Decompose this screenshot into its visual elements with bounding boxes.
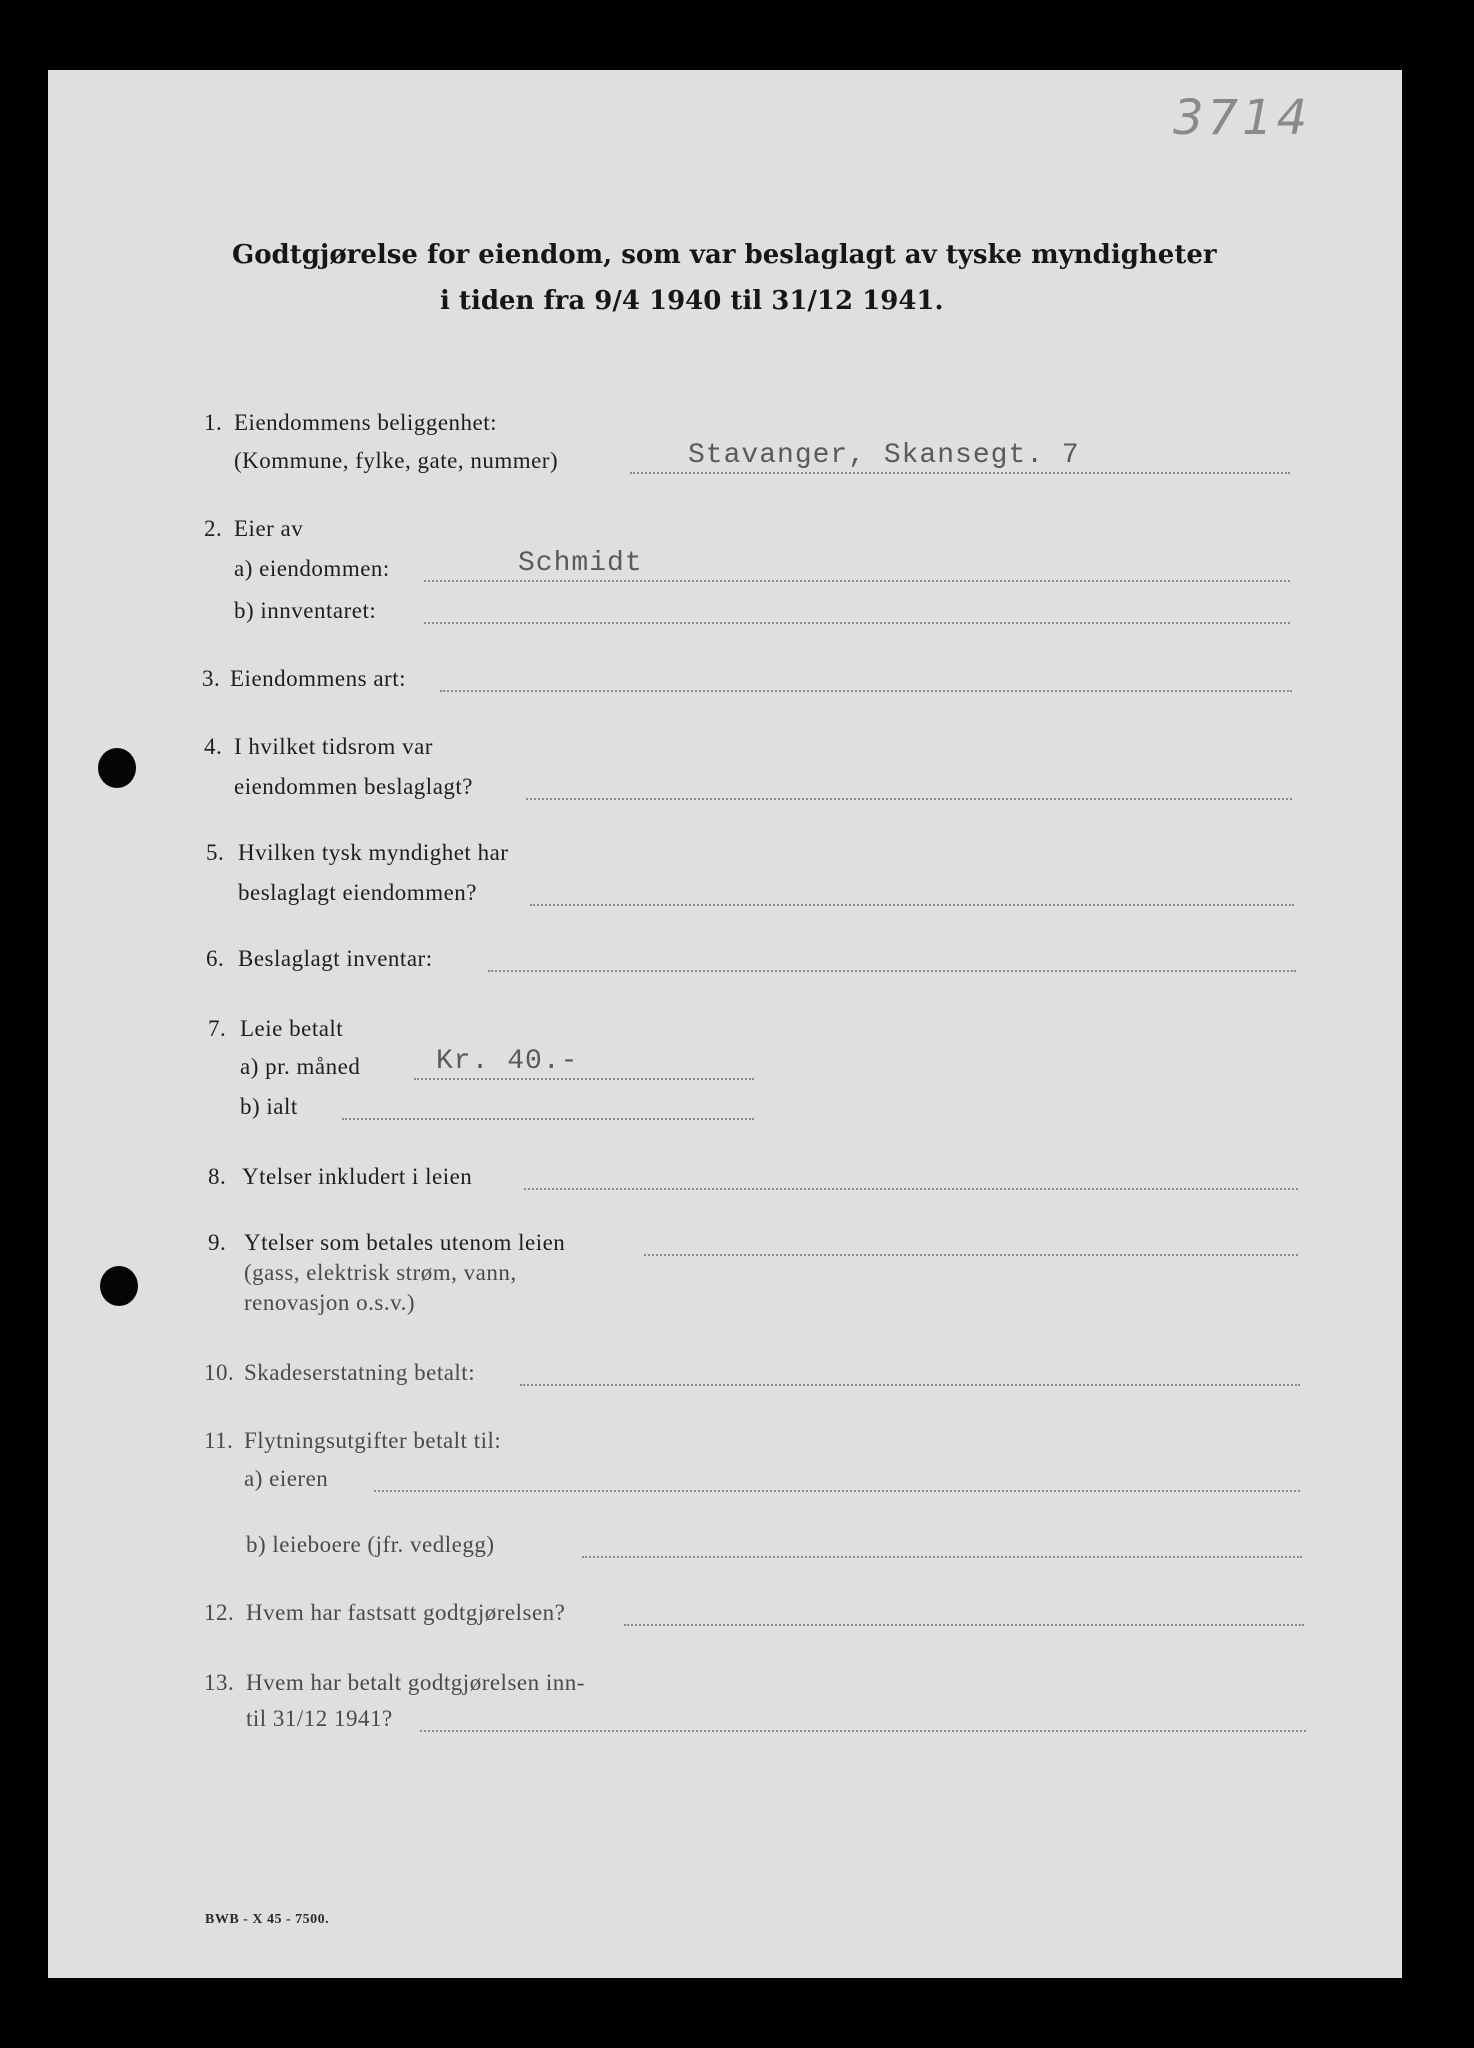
q7-number: 7.	[208, 1016, 227, 1041]
q4-number: 4.	[204, 734, 223, 759]
q13-label-line2: til 31/12 1941?	[246, 1706, 393, 1731]
q6-label: Beslaglagt inventar:	[238, 946, 433, 971]
q13-answer-line	[420, 1730, 1306, 1732]
q2a-label: a) eiendommen:	[234, 556, 390, 581]
q1-sublabel: (Kommune, fylke, gate, nummer)	[234, 448, 559, 473]
q5-label-line2: beslaglagt eiendommen?	[238, 880, 478, 905]
q1-label: Eiendommens beliggenhet:	[234, 410, 498, 435]
q1-number: 1.	[204, 410, 223, 435]
q3-number: 3.	[202, 666, 221, 691]
q7b-answer-line	[342, 1118, 754, 1120]
q12-label: Hvem har fastsatt godtgjørelsen?	[246, 1600, 566, 1625]
q3-answer-line	[440, 690, 1292, 692]
q11b-label: b) leieboere (jfr. vedlegg)	[246, 1532, 495, 1557]
q1-answer-line	[630, 472, 1290, 474]
q8-label: Ytelser inkludert i leien	[242, 1164, 473, 1189]
q13-number: 13.	[204, 1670, 235, 1695]
q5-number: 5.	[206, 840, 225, 865]
q2b-label: b) innventaret:	[234, 598, 377, 623]
q11-number: 11.	[204, 1428, 234, 1453]
document-page	[48, 70, 1402, 1978]
form-title-line2: i tiden fra 9/4 1940 til 31/12 1941.	[440, 286, 944, 316]
q7-label: Leie betalt	[240, 1016, 344, 1041]
q13-label: Hvem har betalt godtgjørelsen inn-	[246, 1670, 585, 1695]
q6-answer-line	[488, 970, 1296, 972]
q3-label: Eiendommens art:	[230, 666, 406, 691]
q2a-answer-line	[424, 580, 1290, 582]
q8-answer-line	[524, 1188, 1298, 1190]
q4-label: I hvilket tidsrom var	[234, 734, 433, 759]
binder-hole-lower	[100, 1266, 138, 1306]
q9-label: Ytelser som betales utenom leien	[244, 1230, 566, 1255]
form-title-line1: Godtgjørelse for eiendom, som var beslaglagt av tyske myndigheter	[232, 240, 1217, 270]
q9-answer-line	[644, 1254, 1298, 1256]
q2b-answer-line	[424, 622, 1290, 624]
q11a-label: a) eieren	[244, 1466, 329, 1491]
q4-answer-line	[526, 798, 1292, 800]
q7a-answer-line	[414, 1078, 754, 1080]
q10-answer-line	[520, 1384, 1300, 1386]
q5-answer-line	[530, 904, 1294, 906]
q2a-answer: Schmidt	[518, 548, 643, 579]
q9-label-line3: renovasjon o.s.v.)	[244, 1290, 416, 1315]
q4-label-line2: eiendommen beslaglagt?	[234, 774, 474, 799]
q12-number: 12.	[204, 1600, 235, 1625]
q5-label: Hvilken tysk myndighet har	[238, 840, 509, 865]
q10-label: Skadeserstatning betalt:	[244, 1360, 476, 1385]
q9-label-line2: (gass, elektrisk strøm, vann,	[244, 1260, 517, 1285]
q7a-answer: Kr. 40.-	[436, 1046, 579, 1077]
q9-number: 9.	[208, 1230, 227, 1255]
archive-number: 3714	[1173, 90, 1312, 146]
q11a-answer-line	[374, 1490, 1300, 1492]
printer-code: BWB - X 45 - 7500.	[205, 1912, 330, 1927]
q2-label: Eier av	[234, 516, 304, 541]
q1-answer: Stavanger, Skansegt. 7	[688, 440, 1080, 471]
q7a-label: a) pr. måned	[240, 1054, 361, 1079]
q11-label: Flytningsutgifter betalt til:	[244, 1428, 502, 1453]
q11b-answer-line	[582, 1556, 1302, 1558]
binder-hole-upper	[98, 748, 136, 788]
q2-number: 2.	[204, 516, 223, 541]
q7b-label: b) ialt	[240, 1094, 298, 1119]
q12-answer-line	[624, 1624, 1304, 1626]
q8-number: 8.	[208, 1164, 227, 1189]
q10-number: 10.	[204, 1360, 235, 1385]
q6-number: 6.	[206, 946, 225, 971]
